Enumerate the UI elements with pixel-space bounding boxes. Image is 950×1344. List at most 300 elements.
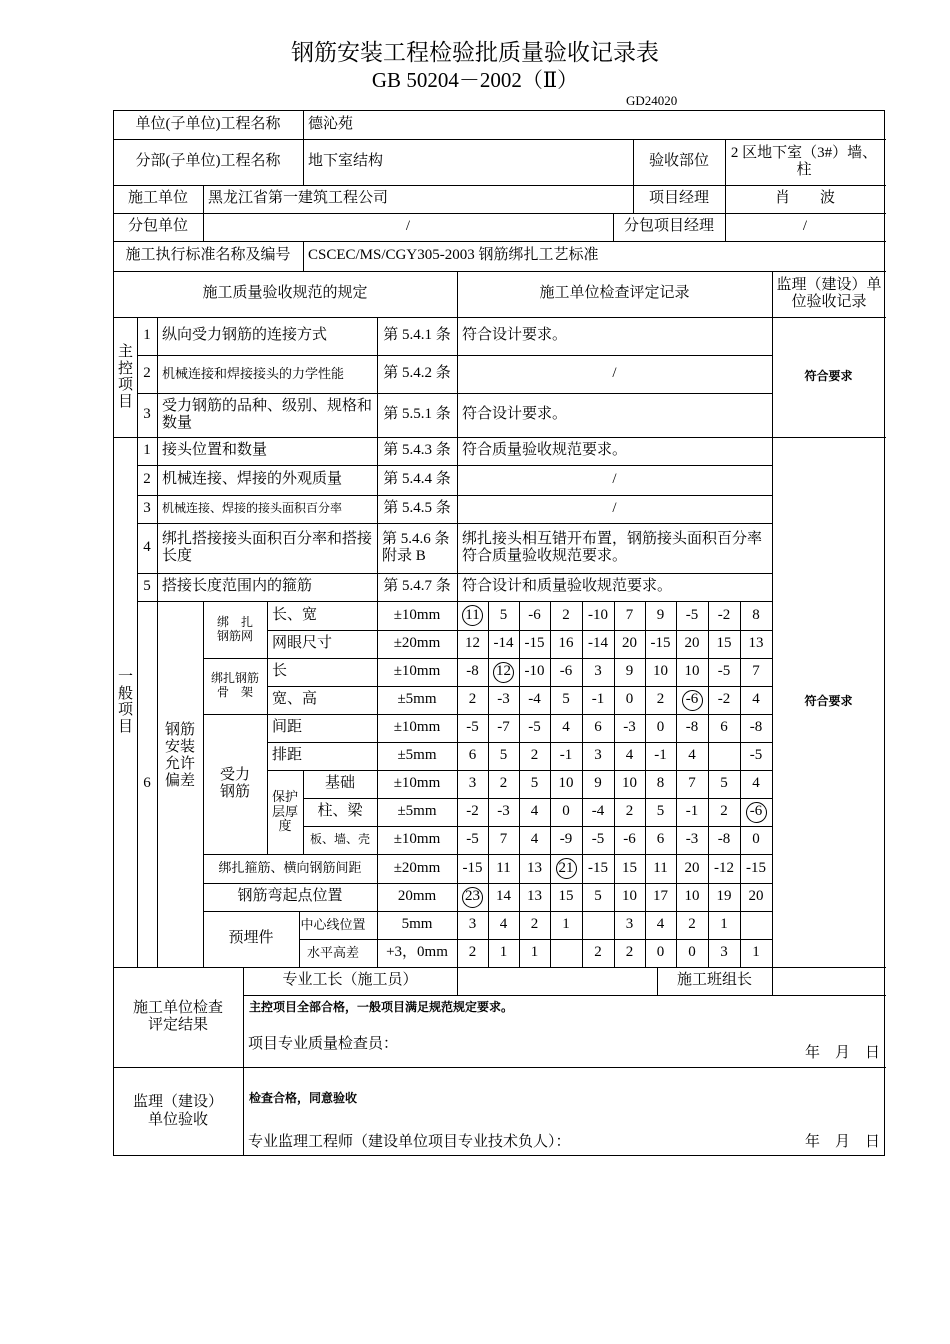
- measurement-value: -5: [528, 719, 541, 736]
- measurement-value: 4: [625, 747, 634, 764]
- measurement-value: -2: [717, 606, 731, 623]
- measurement-cell: [645, 854, 676, 883]
- measurement-value: 5: [594, 888, 602, 905]
- tolerance-value: ±5mm: [397, 803, 437, 820]
- measurement-value: 2: [625, 803, 634, 820]
- tolerance-value: ±5mm: [397, 747, 437, 764]
- measurement-cell: [582, 854, 614, 883]
- main-item-name: 机械连接和焊接接头的力学性能: [162, 365, 345, 381]
- measurement-cell: [582, 798, 614, 826]
- measurement-value: 0: [656, 719, 665, 736]
- measurement-value: 2: [656, 691, 665, 708]
- measurement-value: 3: [468, 775, 477, 792]
- measurement-cell: [708, 742, 740, 770]
- measurement-cell: [488, 883, 519, 911]
- measurement-cell: [708, 883, 740, 911]
- measurement-cell: [457, 742, 488, 770]
- measurement-cell: [457, 686, 488, 714]
- measurement-cell: [645, 714, 676, 742]
- tolerance-label: 绑扎箍筋、横向钢筋间距: [218, 860, 362, 876]
- measurement-value: 2: [468, 944, 477, 961]
- measurement-value: 13: [748, 635, 764, 652]
- measurement-value: 10: [653, 663, 668, 680]
- item6-number: 6: [143, 775, 151, 792]
- measurement-cell: [582, 770, 614, 798]
- measurement-cell: [708, 714, 740, 742]
- tolerance-value: ±10mm: [393, 775, 441, 792]
- grid-line: [772, 967, 773, 995]
- measurement-cell: [582, 714, 614, 742]
- measurement-value: -14: [588, 635, 608, 652]
- measurement-value: 4: [688, 747, 696, 764]
- unit-label: 单位(子单位)工程名称: [135, 115, 281, 132]
- main-item-number: 1: [143, 327, 151, 344]
- measurement-value: 6: [720, 719, 728, 736]
- spec-header: 施工质量验收规范的规定: [202, 285, 368, 302]
- measurement-cell: [708, 630, 740, 658]
- tolerance-value: 5mm: [401, 916, 433, 933]
- measurement-value: -8: [685, 719, 699, 736]
- general-item-name: 机械连接、焊接的接头面积百分率: [162, 501, 343, 516]
- measurement-cell: [519, 686, 550, 714]
- measurement-value: -15: [462, 859, 483, 876]
- main-item-clause: 第 5.4.2 条: [383, 365, 451, 382]
- measurement-cell: [645, 826, 676, 854]
- measurement-cell: [708, 798, 740, 826]
- measurement-value: 19: [716, 888, 732, 905]
- measurement-value: 0: [562, 803, 570, 820]
- general-item-number: 3: [143, 500, 151, 517]
- measurement-value: -5: [466, 719, 479, 736]
- tolerance-value: ±20mm: [393, 635, 441, 652]
- tolerance-label: 板、墙、壳: [309, 832, 370, 847]
- measurement-cell: [550, 601, 582, 630]
- measurement-cell: [614, 658, 645, 686]
- foreman-label: 专业工长（施工员）: [282, 972, 418, 989]
- circled-measurement: 12: [493, 662, 514, 683]
- measurement-cell: [582, 601, 614, 630]
- measurement-cell: [708, 911, 740, 939]
- measurement-value: 0: [656, 944, 665, 961]
- measurement-cell: [457, 854, 488, 883]
- measurement-value: -15: [588, 859, 608, 876]
- measurement-cell: [740, 630, 772, 658]
- measurement-cell: [645, 939, 676, 967]
- measurement-cell: [519, 770, 550, 798]
- measurement-cell: [676, 630, 708, 658]
- measurement-value: 4: [562, 719, 570, 736]
- measurement-cell: [457, 798, 488, 826]
- form-code: GD24020: [626, 93, 678, 108]
- measurement-cell: [488, 826, 519, 854]
- measurement-value: -5: [685, 606, 699, 623]
- measurement-value: 2: [499, 775, 508, 792]
- measurement-cell: [676, 798, 708, 826]
- measurement-cell: [676, 826, 708, 854]
- measurement-value: 5: [499, 606, 508, 623]
- measurement-cell: [614, 630, 645, 658]
- measurement-cell: [614, 826, 645, 854]
- tolerance-value: ±10mm: [393, 663, 441, 680]
- circled-measurement: -6: [746, 802, 767, 823]
- measurement-value: 1: [720, 916, 728, 933]
- measurement-cell: [676, 883, 708, 911]
- measurement-cell: [488, 601, 519, 630]
- measurement-cell: [582, 911, 614, 939]
- measurement-cell: [676, 601, 708, 630]
- unit-value: 德沁苑: [308, 115, 354, 132]
- general-item-name: 机械连接、焊接的外观质量: [162, 471, 343, 488]
- group-mesh-label: 绑 扎钢筋网: [216, 614, 253, 643]
- general-item-record: /: [612, 471, 617, 488]
- measurement-cell: [550, 826, 582, 854]
- measurement-value: -15: [746, 859, 766, 876]
- tolerance-value: 20mm: [397, 888, 437, 905]
- measurement-cell: [488, 742, 519, 770]
- measurement-value: 2: [594, 944, 602, 961]
- measurement-value: 5: [530, 775, 539, 792]
- measurement-value: -9: [559, 831, 573, 848]
- measurement-value: 20: [622, 635, 637, 652]
- item6-label: 钢筋安装允许偏差: [164, 721, 195, 790]
- measurement-cell: [457, 658, 488, 686]
- measurement-cell: [740, 601, 772, 630]
- measurement-cell: [488, 911, 519, 939]
- tolerance-label: 间距: [272, 719, 303, 736]
- measurement-value: 5: [499, 747, 508, 764]
- circled-measurement: -6: [682, 690, 703, 711]
- measurement-value: -3: [623, 719, 636, 736]
- measurement-value: 17: [653, 888, 668, 905]
- measurement-value: -8: [466, 663, 479, 680]
- measurement-value: 3: [720, 944, 728, 961]
- measurement-value: 10: [622, 888, 637, 905]
- measurement-value: 20: [684, 635, 700, 652]
- measurement-cell: [708, 658, 740, 686]
- measurement-cell: [550, 714, 582, 742]
- supervision-header: 监理（建设）单位验收记录: [776, 276, 882, 310]
- date-1: 年 月 日: [804, 1045, 880, 1062]
- measurement-value: -10: [524, 663, 545, 680]
- measurement-cell: [676, 714, 708, 742]
- manager-label: 项目经理: [648, 190, 709, 207]
- measurement-cell: [582, 742, 614, 770]
- sub-contractor-label: 分包单位: [127, 218, 188, 235]
- main-item-number: 2: [143, 365, 151, 382]
- measurement-value: 11: [653, 859, 668, 876]
- grid-line: [725, 139, 726, 185]
- measurement-cell: [614, 883, 645, 911]
- measurement-cell: [457, 939, 488, 967]
- measurement-cell: [457, 770, 488, 798]
- measurement-cell: [740, 883, 772, 911]
- measurement-value: 11: [496, 859, 511, 876]
- measurement-value: -2: [466, 803, 479, 820]
- location-value: 2 区地下室（3#）墙、柱: [730, 144, 878, 178]
- measurement-value: -1: [654, 747, 667, 764]
- measurement-cell: [550, 854, 582, 883]
- measurement-value: 4: [530, 803, 539, 820]
- measurement-value: 1: [752, 944, 760, 961]
- measurement-cell: [708, 854, 740, 883]
- general-item-name: 接头位置和数量: [162, 442, 268, 459]
- measurement-cell: [457, 714, 488, 742]
- general-item-number: 4: [143, 539, 151, 556]
- measurement-cell: [708, 601, 740, 630]
- measurement-cell: [550, 742, 582, 770]
- general-item-name: 绑扎搭接接头面积百分率和搭接长度: [162, 530, 373, 564]
- measurement-value: 3: [594, 747, 602, 764]
- measurement-value: -6: [559, 663, 573, 680]
- tolerance-value: ±10mm: [393, 831, 441, 848]
- measurement-value: 8: [656, 775, 665, 792]
- measurement-value: 2: [720, 803, 728, 820]
- measurement-cell: [550, 658, 582, 686]
- tolerance-label: 宽、高: [272, 691, 318, 708]
- sub-manager-label: 分包项目经理: [623, 218, 714, 235]
- measurement-value: -1: [559, 747, 573, 764]
- main-item-number: 3: [143, 406, 151, 423]
- tolerance-label: 中心线位置: [300, 916, 366, 932]
- general-item-record: 符合质量验收规范要求。: [462, 442, 628, 459]
- measurement-cell: [645, 658, 676, 686]
- subunit-value: 地下室结构: [308, 153, 384, 170]
- measurement-value: 5: [562, 691, 570, 708]
- general-item-number: 2: [143, 471, 151, 488]
- tolerance-label: 网眼尺寸: [272, 635, 333, 652]
- measurement-cell: [488, 658, 519, 686]
- measurement-cell: [488, 714, 519, 742]
- measurement-cell: [582, 630, 614, 658]
- measurement-value: 8: [752, 606, 760, 623]
- general-item-number: 1: [143, 442, 151, 459]
- general-item-record: /: [612, 500, 617, 517]
- general-item-clause: 第 5.4.7 条: [383, 578, 451, 595]
- tolerance-value: ±10mm: [393, 606, 441, 623]
- measurement-cell: [488, 939, 519, 967]
- measurement-value: 4: [530, 831, 539, 848]
- contractor-eval-text: 主控项目全部合格，一般项目满足规范规定要求。: [249, 1000, 514, 1015]
- measurement-value: 20: [748, 888, 764, 905]
- measurement-value: 1: [530, 944, 539, 961]
- measurement-value: 15: [622, 859, 637, 876]
- measurement-cell: [676, 939, 708, 967]
- standard-label: 施工执行标准名称及编号: [125, 247, 291, 264]
- measurement-value: 10: [622, 775, 637, 792]
- measurement-cell: [550, 798, 582, 826]
- measurement-cell: [645, 742, 676, 770]
- measurement-value: 4: [499, 916, 508, 933]
- measurement-cell: [708, 939, 740, 967]
- supervision-text: 检查合格，同意验收: [249, 1091, 358, 1106]
- measurement-cell: [614, 714, 645, 742]
- measurement-value: 9: [656, 606, 665, 623]
- measurement-value: 0: [688, 944, 696, 961]
- measurement-value: 4: [752, 691, 760, 708]
- measurement-cell: [550, 686, 582, 714]
- measurement-value: -3: [497, 691, 510, 708]
- measurement-value: -7: [497, 719, 510, 736]
- measurement-cell: [614, 939, 645, 967]
- measurement-cell: [614, 686, 645, 714]
- record-header: 施工单位检查评定记录: [539, 285, 690, 302]
- measurement-cell: [550, 939, 582, 967]
- main-item-record: 符合设计要求。: [462, 406, 568, 423]
- tolerance-label: 基础: [324, 775, 355, 792]
- measurement-cell: [488, 630, 519, 658]
- main-item-record: 符合设计要求。: [462, 327, 568, 344]
- measurement-cell: [614, 854, 645, 883]
- page-title: 钢筋安装工程检验批质量验收记录表: [291, 40, 659, 66]
- tolerance-label: 水平高差: [306, 944, 359, 960]
- measurement-cell: [519, 742, 550, 770]
- measurement-value: -8: [749, 719, 763, 736]
- manager-value: 肖 波: [774, 190, 835, 207]
- measurement-value: 4: [656, 916, 665, 933]
- measurement-value: 13: [527, 888, 542, 905]
- measurement-cell: [457, 630, 488, 658]
- measurement-cell: [550, 911, 582, 939]
- measurement-value: 5: [656, 803, 665, 820]
- measurement-value: -1: [591, 691, 605, 708]
- measurement-cell: [614, 798, 645, 826]
- measurement-value: -4: [528, 691, 541, 708]
- tolerance-value: ±10mm: [393, 719, 441, 736]
- measurement-value: 1: [499, 944, 508, 961]
- measurement-value: 0: [625, 691, 634, 708]
- measurement-value: -10: [588, 606, 608, 623]
- measurement-value: 2: [468, 691, 477, 708]
- general-item-clause: 第 5.4.3 条: [383, 442, 451, 459]
- measurement-value: -8: [717, 831, 731, 848]
- measurement-value: 2: [530, 747, 539, 764]
- measurement-value: -3: [685, 831, 699, 848]
- circled-measurement: 23: [462, 887, 483, 908]
- date-2: 年 月 日: [804, 1134, 880, 1151]
- measurement-value: 7: [688, 775, 696, 792]
- measurement-cell: [645, 601, 676, 630]
- measurement-value: 15: [558, 888, 574, 905]
- measurement-value: 3: [594, 663, 602, 680]
- measurement-value: -12: [714, 859, 734, 876]
- measurement-value: 10: [558, 775, 574, 792]
- measurement-cell: [676, 658, 708, 686]
- measurement-cell: [708, 770, 740, 798]
- tolerance-label: 长、宽: [272, 606, 318, 623]
- general-item-record: 符合设计和质量验收规范要求。: [462, 578, 673, 595]
- measurement-value: 13: [527, 859, 542, 876]
- measurement-cell: [645, 883, 676, 911]
- measurement-value: 7: [625, 606, 634, 623]
- measurement-value: -3: [497, 803, 510, 820]
- measurement-cell: [519, 601, 550, 630]
- group-cover-label: 保护层厚度: [271, 788, 298, 834]
- measurement-value: 4: [752, 775, 760, 792]
- measurement-cell: [740, 714, 772, 742]
- measurement-cell: [740, 742, 772, 770]
- measurement-cell: [519, 883, 550, 911]
- main-items-result: 符合要求: [804, 369, 853, 384]
- measurement-value: -5: [466, 831, 479, 848]
- measurement-value: 9: [594, 775, 602, 792]
- circled-measurement: 11: [462, 605, 483, 626]
- measurement-cell: [519, 658, 550, 686]
- standard-value: CSCEC/MS/CGY305-2003 钢筋绑扎工艺标准: [308, 247, 599, 264]
- measurement-cell: [550, 770, 582, 798]
- measurement-cell: [740, 939, 772, 967]
- main-item-record: /: [612, 365, 617, 382]
- engineer-label: 专业监理工程师（建设单位项目专业技术负人）：: [248, 1134, 571, 1151]
- measurement-value: 9: [625, 663, 634, 680]
- measurement-cell: [488, 854, 519, 883]
- measurement-value: -5: [717, 663, 731, 680]
- measurement-cell: [488, 686, 519, 714]
- group-cage-label: 绑扎钢筋骨 架: [210, 671, 259, 699]
- measurement-value: 15: [716, 635, 732, 652]
- measurement-value: -15: [650, 635, 671, 652]
- grid-line: [772, 271, 773, 317]
- measurement-cell: [740, 770, 772, 798]
- main-items-label: 主控项目: [118, 344, 134, 410]
- measurement-cell: [550, 630, 582, 658]
- tolerance-label: 柱、梁: [317, 803, 363, 820]
- group-rebar-label: 受力钢筋: [219, 766, 250, 800]
- tolerance-value: ±20mm: [393, 859, 441, 876]
- measurement-cell: [645, 630, 676, 658]
- circled-measurement: 21: [556, 858, 577, 879]
- measurement-value: 6: [594, 719, 602, 736]
- measurement-value: 1: [562, 916, 570, 933]
- measurement-value: -2: [717, 691, 731, 708]
- measurement-cell: [740, 658, 772, 686]
- measurement-cell: [582, 658, 614, 686]
- measurement-cell: [582, 939, 614, 967]
- measurement-cell: [614, 911, 645, 939]
- sub-manager-value: /: [802, 218, 808, 235]
- measurement-value: 10: [684, 663, 700, 680]
- measurement-cell: [740, 826, 772, 854]
- tolerance-label: 排距: [272, 747, 303, 764]
- group-embed-label: 预埋件: [228, 930, 274, 947]
- measurement-value: 10: [684, 888, 700, 905]
- measurement-value: -1: [685, 803, 699, 820]
- measurement-cell: [676, 854, 708, 883]
- measurement-cell: [645, 770, 676, 798]
- measurement-cell: [457, 601, 488, 630]
- measurement-cell: [614, 742, 645, 770]
- general-item-record: 绑扎接头相互错开布置，钢筋接头面积百分率符合质量验收规范要求。: [462, 530, 763, 564]
- measurement-cell: [582, 686, 614, 714]
- general-item-clause: 第 5.4.4 条: [383, 471, 451, 488]
- general-item-clause: 第 5.4.6 条附录 B: [382, 530, 450, 564]
- measurement-cell: [457, 883, 488, 911]
- contractor-label: 施工单位: [127, 190, 188, 207]
- measurement-cell: [519, 714, 550, 742]
- general-item-clause: 第 5.4.5 条: [383, 500, 451, 517]
- sub-contractor-value: /: [405, 218, 411, 235]
- measurement-cell: [488, 798, 519, 826]
- measurement-cell: [645, 911, 676, 939]
- measurement-value: 3: [625, 916, 634, 933]
- main-item-name: 纵向受力钢筋的连接方式: [162, 327, 328, 344]
- measurement-cell: [676, 686, 708, 714]
- measurement-value: 2: [688, 916, 696, 933]
- measurement-cell: [676, 770, 708, 798]
- main-item-name: 受力钢筋的品种、级别、规格和数量: [162, 397, 373, 431]
- measurement-cell: [488, 770, 519, 798]
- measurement-cell: [614, 770, 645, 798]
- contractor-value: 黑龙江省第一建筑工程公司: [208, 190, 389, 207]
